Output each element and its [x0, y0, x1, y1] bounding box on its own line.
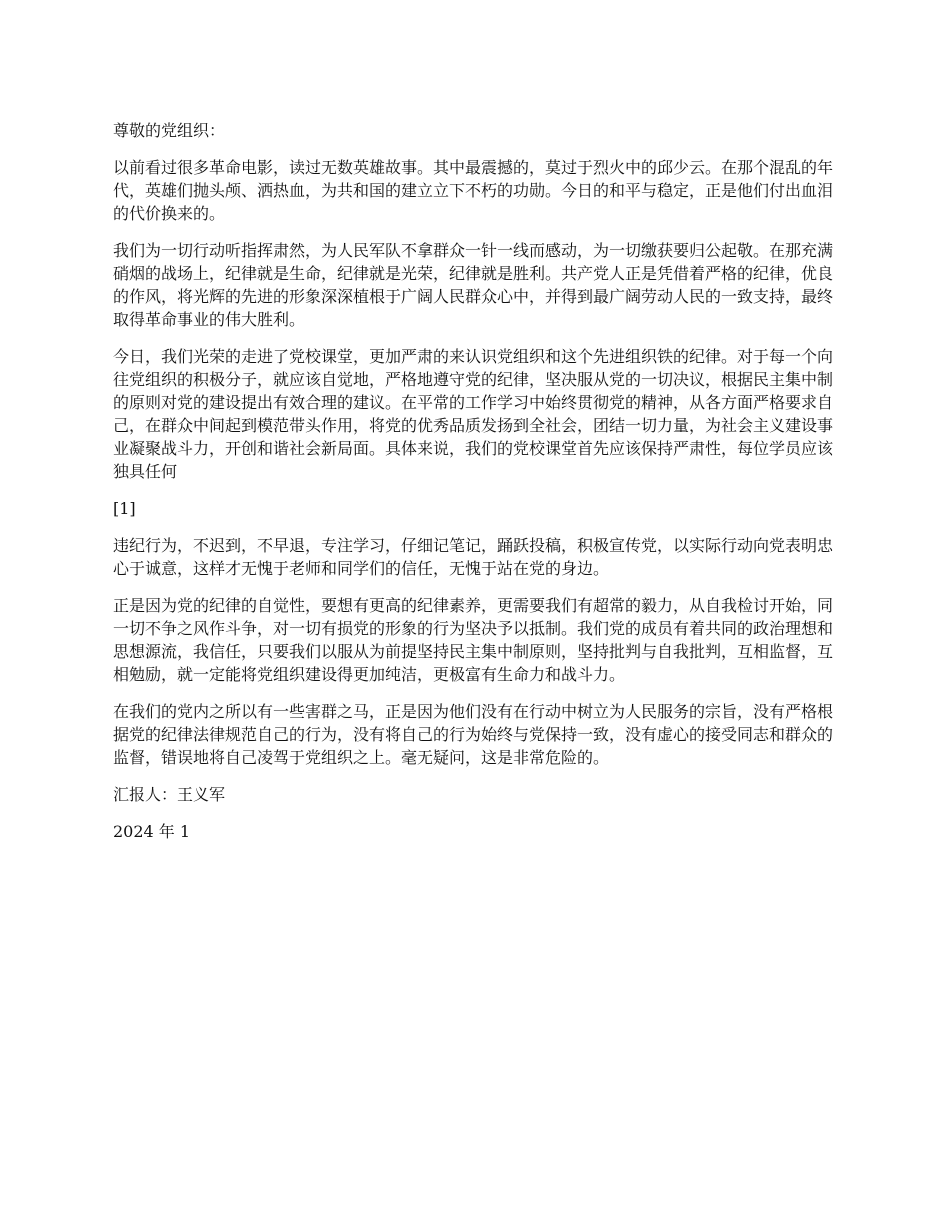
signature: 汇报人：王义军	[113, 785, 226, 804]
paragraph-3: 今日，我们光荣的走进了党校课堂，更加严肃的来认识党组织和这个先进组织铁的纪律。对于每一个向往党组织的积极分子，就应该自觉地，严格地遵守党的纪律，坚决服从党的一切决议，根据民主集中制的原则对党的建设提出有效合理的建议。在平常的工作学习中始终贯彻党的精神，从各方面严格要求自己，在群众中间起到模范带头作用，将党的优秀品质发扬到全社会，团结一切力量，为社会主义建设事业凝聚战斗力，开创和谐社会新局面。具体来说，我们的党校课堂首先应该保持严肃性，每位学员应该独具任何	[113, 347, 834, 481]
salutation: 尊敬的党组织：	[113, 121, 226, 140]
document-body	[113, 119, 843, 857]
footnote-marker: [1]	[113, 499, 136, 518]
paragraph-5: 正是因为党的纪律的自觉性，要想有更高的纪律素养，更需要我们有超常的毅力，从自我检讨开始，同一切不争之风作斗争，对一切有损党的形象的行为坚决予以抵制。我们党的成员有着共同的政治理想和思想源流，我信任，只要我们以服从为前提坚持民主集中制原则，坚持批判与自我批判，互相监督，互相勉励，就一定能将党组织建设得更加纯洁，更极富有生命力和战斗力。	[113, 596, 834, 684]
paragraph-2: 我们为一切行动听指挥肃然，为人民军队不拿群众一针一线而感动，为一切缴获要归公起敬。在那充满硝烟的战场上，纪律就是生命，纪律就是光荣，纪律就是胜利。共产党人正是凭借着严格的纪律，优良的作风，将光辉的先进的形象深深植根于广阔人民群众心中，并得到最广阔劳动人民的一致支持，最终取得革命事业的伟大胜利。	[113, 241, 834, 329]
paragraph-4: 违纪行为，不迟到，不早退，专注学习，仔细记笔记，踊跃投稿，积极宣传党，以实际行动向党表明忠心于诚意，这样才无愧于老师和同学们的信任，无愧于站在党的身边。	[113, 536, 834, 578]
paragraph-6: 在我们的党内之所以有一些害群之马，正是因为他们没有在行动中树立为人民服务的宗旨，没有严格根据党的纪律法律规范自己的行为，没有将自己的行为始终与党保持一致，没有虚心的接受同志和群众的监督，错误地将自己凌驾于党组织之上。毫无疑问，这是非常危险的。	[113, 702, 834, 767]
date: 2024 年 1	[113, 822, 191, 841]
paragraph-1: 以前看过很多革命电影，读过无数英雄故事。其中最震撼的，莫过于烈火中的邱少云。在那个混乱的年代，英雄们抛头颅、洒热血，为共和国的建立立下不朽的功勋。今日的和平与稳定，正是他们付出血泪的代价换来的。	[113, 158, 834, 223]
